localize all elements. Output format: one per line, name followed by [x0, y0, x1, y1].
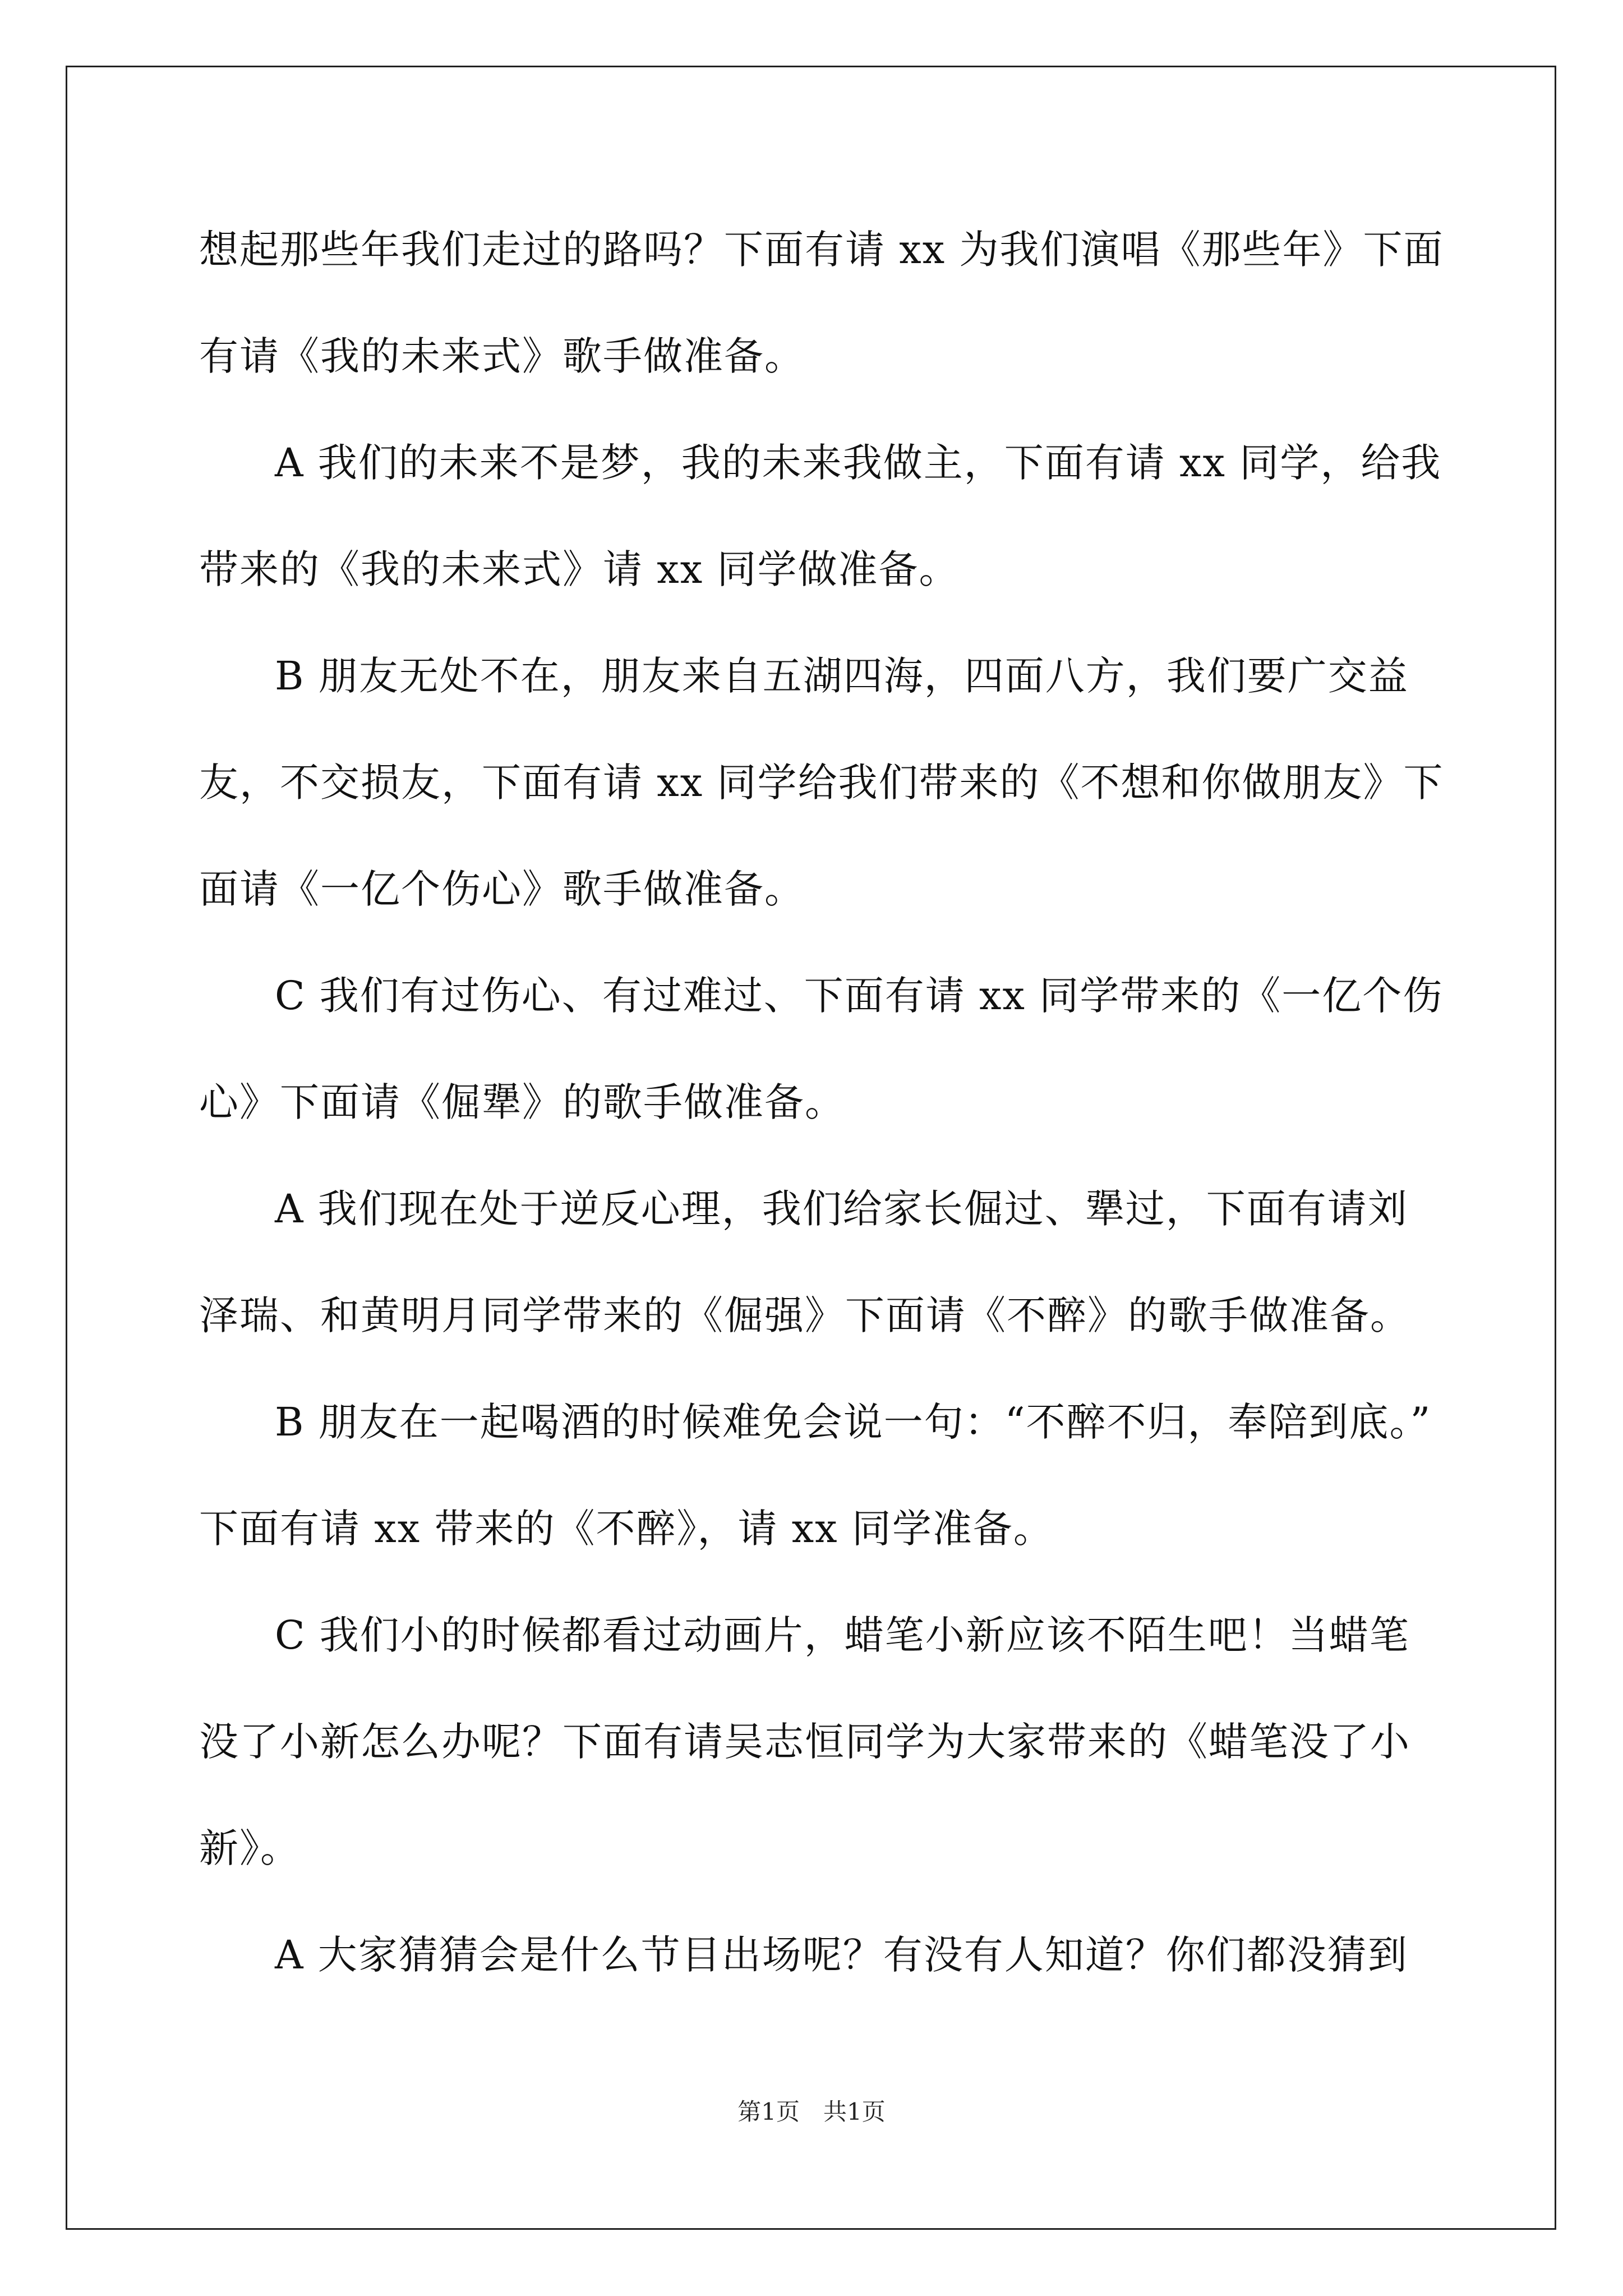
text-line-13: 下面有请 xx 带来的《不醉》，请 xx 同学准备。 — [199, 1506, 1054, 1552]
text-line-5: B 朋友无处不在，朋友来自五湖四海，四面八方，我们要广交益 — [275, 653, 1409, 699]
text-line-6: 友，不交损友，下面有请 xx 同学给我们带来的《不想和你做朋友》下 — [199, 760, 1444, 806]
text-line-10: A 我们现在处于逆反心理，我们给家长倔过、犟过，下面有请刘 — [275, 1186, 1408, 1232]
text-line-4: 带来的《我的未来式》请 xx 同学做准备。 — [199, 546, 960, 592]
text-line-7: 面请《一亿个伤心》歌手做准备。 — [199, 866, 805, 912]
text-line-2: 有请《我的未来式》歌手做准备。 — [199, 333, 805, 379]
text-line-1: 想起那些年我们走过的路吗？下面有请 xx 为我们演唱《那些年》下面 — [199, 227, 1444, 273]
text-line-16: 新》。 — [199, 1825, 301, 1871]
text-line-17: A 大家猜猜会是什么节目出场呢？有没有人知道？你们都没猜到 — [275, 1932, 1408, 1978]
text-line-15: 没了小新怎么办呢？下面有请吴志恒同学为大家带来的《蜡笔没了小 — [199, 1719, 1410, 1765]
text-line-14: C 我们小的时候都看过动画片，蜡笔小新应该不陌生吧！当蜡笔 — [275, 1612, 1410, 1658]
text-line-3: A 我们的未来不是梦，我的未来我做主，下面有请 xx 同学，给我 — [275, 440, 1442, 486]
page-border — [66, 66, 1556, 2230]
text-line-9: 心》下面请《倔犟》的歌手做准备。 — [199, 1079, 845, 1125]
page-footer: 第1页 共1页 — [737, 2098, 886, 2125]
text-line-12: B 朋友在一起喝酒的时候难免会说一句：“不醉不归，奉陪到底。” — [275, 1399, 1432, 1445]
text-line-8: C 我们有过伤心、有过难过、下面有请 xx 同学带来的《一亿个伤 — [275, 973, 1444, 1019]
text-line-11: 泽瑞、和黄明月同学带来的《倔强》下面请《不醉》的歌手做准备。 — [199, 1292, 1410, 1338]
